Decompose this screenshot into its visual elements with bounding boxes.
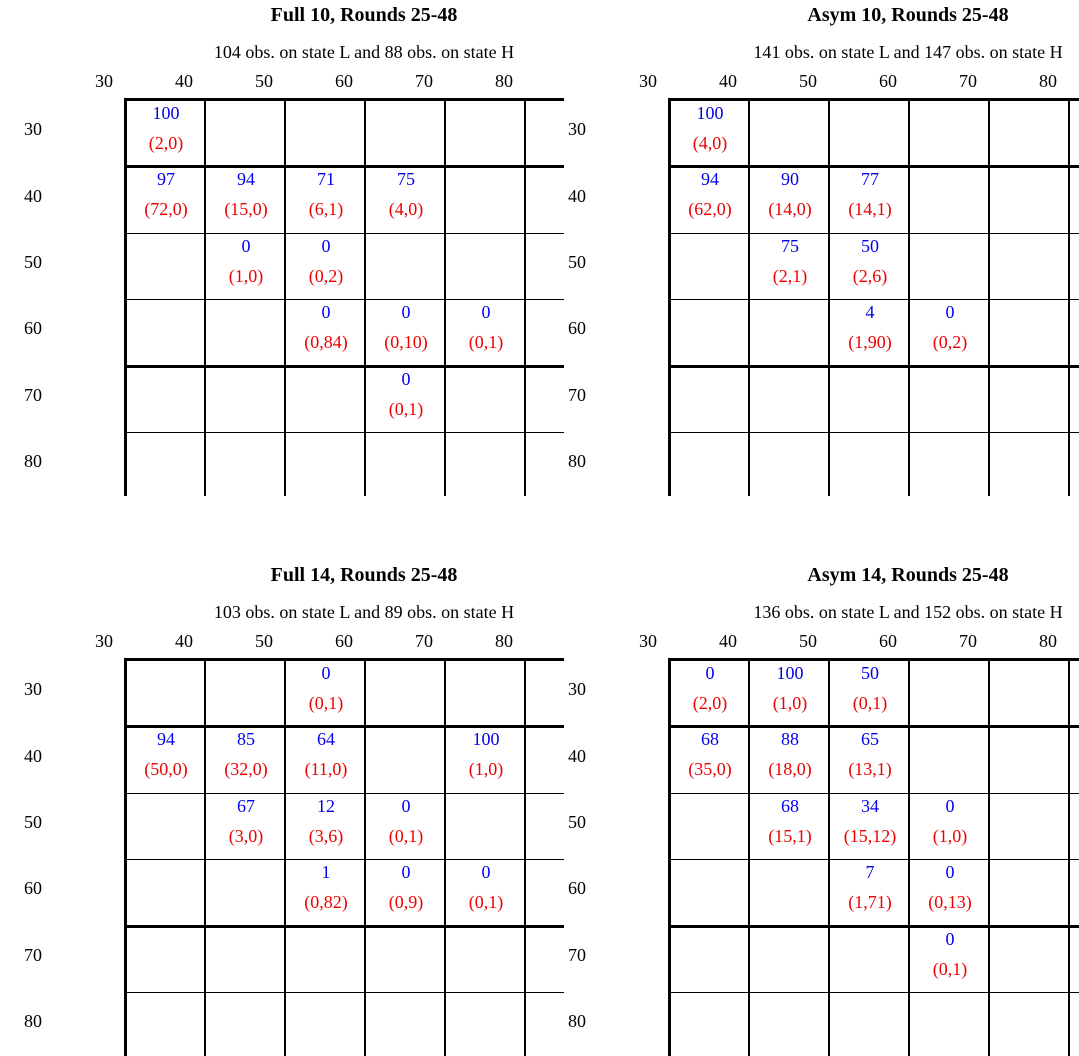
table-cell <box>286 794 366 860</box>
count-pair: (15,0) <box>224 199 268 220</box>
percentage-value: 94 <box>701 169 719 190</box>
percentage-value: 0 <box>945 862 955 883</box>
column-header: 60 <box>335 71 353 91</box>
percentage-value: 50 <box>861 235 879 256</box>
table-cell <box>126 167 206 233</box>
column-header: 40 <box>175 631 193 651</box>
grid <box>668 658 1079 1056</box>
table-cell <box>366 300 446 366</box>
count-pair: (15,12) <box>843 825 897 846</box>
table-cell <box>750 794 830 860</box>
percentage-value: 50 <box>861 663 879 683</box>
count-pair: (0,1) <box>388 398 424 419</box>
panel-subtitle: 141 obs. on state L and 147 obs. on state H <box>753 42 1063 62</box>
column-header: 30 <box>95 631 113 651</box>
row-header: 50 <box>568 252 586 272</box>
count-pair: (0,9) <box>388 892 424 913</box>
count-pair: (72,0) <box>144 199 188 220</box>
count-pair: (0,84) <box>304 332 348 353</box>
column-header: 60 <box>335 631 353 651</box>
panel-2 <box>568 6 1079 496</box>
table-cell <box>366 860 446 926</box>
count-pair: (0,1) <box>932 958 968 979</box>
percentage-value: 75 <box>397 169 415 190</box>
count-pair: (14,1) <box>848 199 892 220</box>
count-pair: (0,82) <box>304 892 348 913</box>
percentage-value: 4 <box>865 302 875 323</box>
percentage-value: 100 <box>776 663 804 683</box>
table-cell <box>670 727 750 793</box>
row-header: 80 <box>568 1011 586 1032</box>
column-header: 50 <box>799 71 817 91</box>
grid <box>668 98 1079 496</box>
count-pair: (35,0) <box>688 759 732 780</box>
table-cell <box>910 927 990 993</box>
count-pair: (0,1) <box>852 693 888 713</box>
row-header: 70 <box>24 944 42 965</box>
count-pair: (6,1) <box>308 199 344 220</box>
count-pair: (0,1) <box>468 892 504 913</box>
column-header: 50 <box>799 631 817 651</box>
table-cell <box>830 860 910 926</box>
count-pair: (0,1) <box>468 332 504 353</box>
table-cell <box>366 367 446 433</box>
column-header: 60 <box>879 71 897 91</box>
row-header: 40 <box>24 745 42 766</box>
column-header: 80 <box>495 71 513 91</box>
percentage-value: 0 <box>481 862 491 883</box>
count-pair: (2,0) <box>148 133 184 153</box>
column-header: 40 <box>719 631 737 651</box>
column-header: 80 <box>1039 631 1057 651</box>
column-header: 50 <box>255 71 273 91</box>
count-pair: (15,1) <box>768 825 812 846</box>
percentage-value: 0 <box>401 368 411 389</box>
count-pair: (1,0) <box>772 693 808 713</box>
percentage-value: 68 <box>701 729 719 750</box>
table-cell <box>750 167 830 233</box>
count-pair: (0,2) <box>932 332 968 353</box>
count-pair: (11,0) <box>304 759 348 780</box>
column-header: 80 <box>495 631 513 651</box>
table-cell <box>670 661 750 727</box>
percentage-value: 100 <box>152 103 180 123</box>
table-cell <box>206 234 286 300</box>
count-pair: (1,0) <box>468 759 504 780</box>
percentage-value: 90 <box>781 169 799 190</box>
count-pair: (4,0) <box>388 199 424 220</box>
panel-title: Asym 14, Rounds 25-48 <box>807 566 1009 586</box>
count-pair: (0,2) <box>308 265 344 286</box>
table-cell <box>446 300 526 366</box>
count-pair: (0,13) <box>928 892 972 913</box>
row-header: 60 <box>568 878 586 899</box>
count-pair: (2,6) <box>852 265 888 286</box>
panel-title: Full 14, Rounds 25-48 <box>270 566 458 586</box>
table-cell <box>750 661 830 727</box>
count-pair: (1,0) <box>932 825 968 846</box>
percentage-value: 0 <box>945 928 955 949</box>
percentage-value: 100 <box>472 729 500 750</box>
grid-hline <box>124 432 564 433</box>
percentage-value: 97 <box>157 169 175 190</box>
grid-hline <box>124 992 564 993</box>
table-cell <box>286 661 366 727</box>
panel-title: Asym 10, Rounds 25-48 <box>807 6 1009 26</box>
row-header: 40 <box>568 185 586 206</box>
row-header: 40 <box>24 185 42 206</box>
column-header: 70 <box>415 71 433 91</box>
table-cell <box>126 101 206 167</box>
table-cell <box>750 727 830 793</box>
count-pair: (4,0) <box>692 133 728 153</box>
table-cell <box>830 167 910 233</box>
panel-subtitle: 103 obs. on state L and 89 obs. on state H <box>213 602 515 622</box>
percentage-value: 0 <box>945 795 955 816</box>
count-pair: (50,0) <box>144 759 188 780</box>
table-cell <box>286 727 366 793</box>
row-header: 80 <box>24 451 42 472</box>
percentage-value: 7 <box>865 862 875 883</box>
row-header: 40 <box>568 745 586 766</box>
count-pair: (0,1) <box>388 825 424 846</box>
percentage-value: 0 <box>321 663 331 683</box>
column-header: 70 <box>415 631 433 651</box>
panel-subtitle: 136 obs. on state L and 152 obs. on state H <box>753 602 1063 622</box>
table-cell <box>446 727 526 793</box>
column-header: 50 <box>255 631 273 651</box>
table-cell <box>670 167 750 233</box>
count-pair: (13,1) <box>848 759 892 780</box>
percentage-value: 0 <box>401 795 411 816</box>
percentage-value: 85 <box>237 729 255 750</box>
percentage-value: 68 <box>781 795 799 816</box>
row-header: 60 <box>24 318 42 339</box>
column-header: 70 <box>959 71 977 91</box>
row-header: 80 <box>568 451 586 472</box>
panel-title: Full 10, Rounds 25-48 <box>270 6 458 26</box>
count-pair: (32,0) <box>224 759 268 780</box>
table-cell <box>446 860 526 926</box>
percentage-value: 75 <box>781 235 799 256</box>
table-cell <box>206 794 286 860</box>
column-header: 40 <box>175 71 193 91</box>
table-cell <box>830 234 910 300</box>
percentage-value: 94 <box>237 169 255 190</box>
percentage-value: 0 <box>241 235 251 256</box>
panel-4 <box>568 566 1079 1056</box>
table-cell <box>910 794 990 860</box>
table-cell <box>286 167 366 233</box>
grid <box>124 98 564 496</box>
column-header: 30 <box>639 71 657 91</box>
column-header: 30 <box>639 631 657 651</box>
percentage-value: 65 <box>861 729 879 750</box>
count-pair: (3,6) <box>308 825 344 846</box>
column-header: 30 <box>95 71 113 91</box>
row-header: 70 <box>24 384 42 405</box>
column-header: 70 <box>959 631 977 651</box>
percentage-value: 0 <box>945 302 955 323</box>
row-header: 60 <box>568 318 586 339</box>
percentage-value: 12 <box>317 795 335 816</box>
percentage-value: 0 <box>401 862 411 883</box>
count-pair: (18,0) <box>768 759 812 780</box>
column-header: 60 <box>879 631 897 651</box>
count-pair: (3,0) <box>228 825 264 846</box>
percentage-value: 0 <box>401 302 411 323</box>
table-cell <box>206 727 286 793</box>
percentage-value: 71 <box>317 169 335 190</box>
table-cell <box>286 234 366 300</box>
table-cell <box>366 167 446 233</box>
percentage-value: 88 <box>781 729 799 750</box>
percentage-value: 0 <box>321 302 331 323</box>
column-header: 80 <box>1039 71 1057 91</box>
column-header: 40 <box>719 71 737 91</box>
table-cell <box>206 167 286 233</box>
row-header: 30 <box>568 679 586 700</box>
table-cell <box>286 860 366 926</box>
percentage-value: 77 <box>861 169 879 190</box>
panel-3 <box>24 566 564 1056</box>
panel-1 <box>24 6 564 496</box>
percentage-value: 34 <box>861 795 879 816</box>
table-cell <box>286 300 366 366</box>
row-header: 80 <box>24 1011 42 1032</box>
row-header: 70 <box>568 384 586 405</box>
table-cell <box>670 101 750 167</box>
panel-subtitle: 104 obs. on state L and 88 obs. on state H <box>213 42 515 62</box>
count-pair: (1,0) <box>228 265 264 286</box>
count-pair: (2,0) <box>692 693 728 713</box>
count-pair: (2,1) <box>772 265 808 286</box>
grid-hline <box>668 432 1079 433</box>
table-cell <box>830 300 910 366</box>
count-pair: (62,0) <box>688 199 732 220</box>
grid <box>124 658 564 1056</box>
percentage-value: 67 <box>237 795 255 816</box>
table-cell <box>750 234 830 300</box>
percentage-value: 0 <box>705 663 715 683</box>
count-pair: (1,71) <box>848 892 892 913</box>
table-cell <box>830 661 910 727</box>
row-header: 50 <box>24 252 42 272</box>
row-header: 60 <box>24 878 42 899</box>
table-cell <box>366 794 446 860</box>
count-pair: (14,0) <box>768 199 812 220</box>
table-cell <box>126 727 206 793</box>
count-pair: (1,90) <box>848 332 892 353</box>
percentage-value: 64 <box>317 729 335 750</box>
row-header: 30 <box>568 119 586 140</box>
percentage-value: 1 <box>321 862 331 883</box>
table-cell <box>910 300 990 366</box>
row-header: 30 <box>24 679 42 700</box>
count-pair: (0,1) <box>308 693 344 713</box>
row-header: 50 <box>24 812 42 832</box>
row-header: 50 <box>568 812 586 832</box>
percentage-value: 94 <box>157 729 175 750</box>
row-header: 70 <box>568 944 586 965</box>
grid-hline <box>668 992 1079 993</box>
row-header: 30 <box>24 119 42 140</box>
table-cell <box>910 860 990 926</box>
percentage-value: 100 <box>696 103 724 123</box>
percentage-value: 0 <box>481 302 491 323</box>
percentage-value: 0 <box>321 235 331 256</box>
table-cell <box>830 727 910 793</box>
table-cell <box>830 794 910 860</box>
count-pair: (0,10) <box>384 332 428 353</box>
